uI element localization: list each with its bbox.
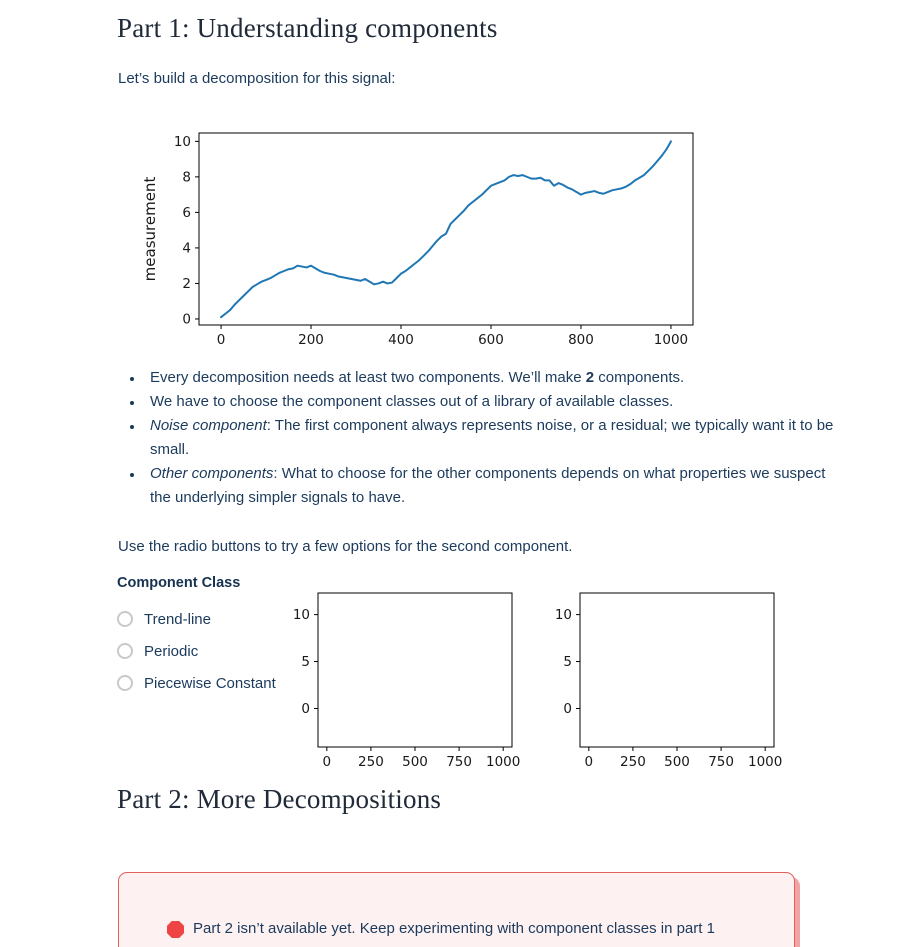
bullet-text-run: 2 bbox=[585, 369, 595, 386]
x-tick-label: 800 bbox=[568, 332, 594, 348]
x-tick-label: 500 bbox=[664, 754, 690, 770]
y-axis-label: measurement bbox=[141, 176, 159, 282]
radio-prompt-text: Use the radio buttons to try a few options for the second component. bbox=[118, 538, 573, 555]
x-tick-label: 1000 bbox=[486, 754, 521, 770]
stop-octagon-icon bbox=[167, 921, 184, 938]
y-tick-label: 10 bbox=[554, 607, 572, 624]
bullet-list bbox=[118, 366, 844, 510]
x-tick-label: 0 bbox=[216, 332, 226, 348]
x-tick-label: 600 bbox=[478, 332, 504, 348]
plot-frame bbox=[199, 133, 693, 325]
x-tick-label: 400 bbox=[388, 332, 414, 348]
component-chart-left bbox=[276, 585, 526, 775]
y-tick-label: 0 bbox=[563, 701, 572, 717]
x-tick-label: 200 bbox=[298, 332, 324, 348]
bullet-text-run: Other components bbox=[150, 465, 274, 482]
signal-measurement-chart bbox=[140, 125, 715, 360]
part1-heading: Part 1: Understanding components bbox=[117, 13, 498, 43]
bullet-text-run: : What to choose for the other components depends on what properties we suspect the underlying simpler signals to have. bbox=[150, 465, 826, 506]
y-tick-label: 4 bbox=[182, 240, 191, 257]
radio-option-periodic[interactable] bbox=[117, 635, 276, 667]
x-tick-label: 1000 bbox=[653, 332, 689, 348]
bullet-text-run: Every decomposition needs at least two components. We’ll make bbox=[150, 369, 586, 386]
x-tick-label: 500 bbox=[402, 754, 428, 770]
component-class-label: Component Class bbox=[117, 575, 241, 591]
x-tick-label: 0 bbox=[322, 754, 332, 770]
y-tick-label: 10 bbox=[173, 133, 191, 150]
x-tick-label: 250 bbox=[620, 754, 646, 770]
y-tick-label: 5 bbox=[301, 654, 310, 671]
y-tick-label: 6 bbox=[182, 204, 191, 221]
x-tick-label: 1000 bbox=[748, 754, 783, 770]
bullet-text-run: Noise component bbox=[150, 417, 267, 434]
component-chart-right bbox=[538, 585, 788, 775]
component-class-radio-group bbox=[117, 603, 276, 699]
bullet-text-run: : The first component always represents noise, or a residual; we typically want it to be small. bbox=[150, 417, 834, 458]
radio-option-trend-line[interactable] bbox=[117, 603, 276, 635]
bullet-item bbox=[144, 366, 844, 390]
radio-circle-icon bbox=[117, 643, 133, 659]
y-tick-label: 8 bbox=[182, 169, 191, 186]
x-tick-label: 0 bbox=[584, 754, 594, 770]
plot-frame bbox=[580, 593, 774, 747]
part2-heading: Part 2: More Decompositions bbox=[117, 784, 442, 814]
radio-circle-icon bbox=[117, 611, 133, 627]
plot-frame bbox=[318, 593, 512, 747]
y-tick-label: 0 bbox=[182, 311, 191, 328]
x-tick-label: 250 bbox=[358, 754, 384, 770]
callout-danger bbox=[118, 872, 795, 947]
radio-option-label: Trend-line bbox=[144, 610, 211, 628]
callout-text: Part 2 isn’t available yet. Keep experimenting with component classes in part 1 bbox=[193, 920, 715, 937]
x-tick-label: 750 bbox=[708, 754, 734, 770]
radio-option-piecewise-constant[interactable] bbox=[117, 667, 276, 699]
y-tick-label: 5 bbox=[563, 654, 572, 671]
x-tick-label: 750 bbox=[446, 754, 472, 770]
y-tick-label: 2 bbox=[182, 275, 191, 292]
bullet-item bbox=[144, 462, 844, 510]
bullet-item bbox=[144, 414, 844, 462]
radio-circle-icon bbox=[117, 675, 133, 691]
bullet-item bbox=[144, 390, 844, 414]
signal-line bbox=[221, 141, 671, 317]
y-tick-label: 10 bbox=[292, 607, 310, 624]
bullet-text-run: We have to choose the component classes out of a library of available classes. bbox=[150, 393, 674, 410]
y-tick-label: 0 bbox=[301, 701, 310, 717]
intro-text: Let’s build a decomposition for this signal: bbox=[118, 70, 396, 87]
radio-option-label: Periodic bbox=[144, 642, 199, 660]
bullet-text-run: components. bbox=[594, 369, 685, 386]
radio-option-label: Piecewise Constant bbox=[144, 674, 276, 692]
